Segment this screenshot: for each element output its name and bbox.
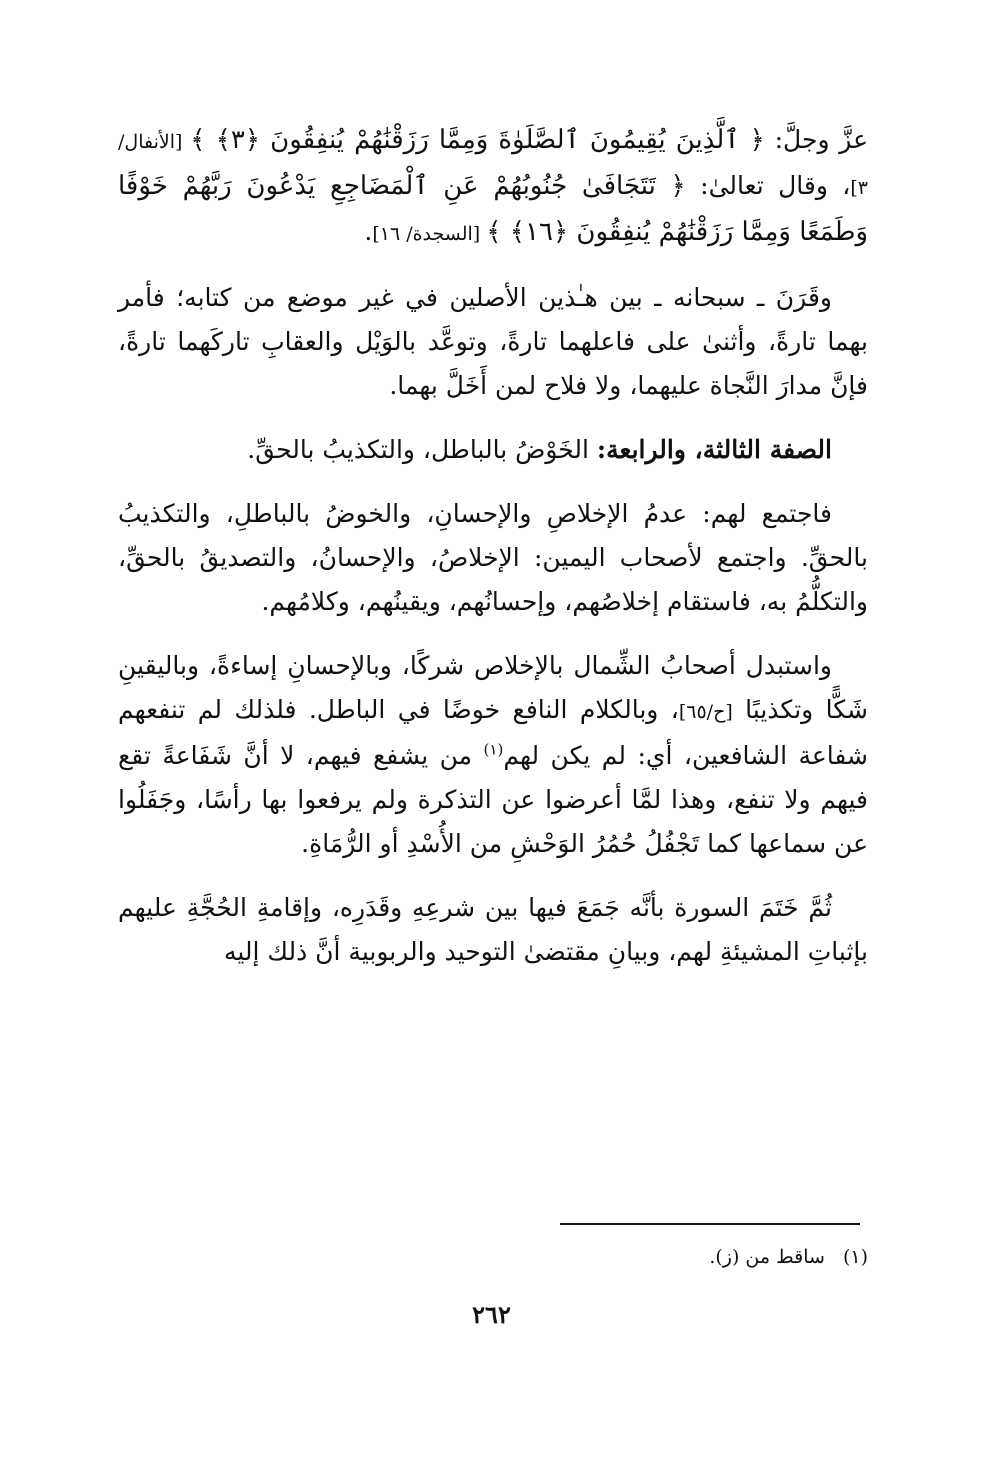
verse-reference: [السجدة/ ١٦]	[372, 223, 487, 245]
paragraph: وقَرَنَ ـ سبحانه ـ بين هـٰذين الأصلين في غير موضع من كتابه؛ فأمر بهما تارةً، وأثنىٰ على فاعلهما تارةً، وتوعَّد بالوَيْل والعقابِ تاركَهما تارةً، فإنَّ مدارَ النَّجاة عليهما، ولا فلاح لمن أَخَلَّ بهما.	[118, 283, 868, 400]
quran-verse: ﴿ ٱلَّذِينَ يُقِيمُونَ ٱلصَّلَوٰةَ وَمِمَّا رَزَقْنَٰهُمْ يُنفِقُونَ ﴿٣﴾ ﴾	[190, 125, 765, 155]
text-run: ، وبالكلام النافع خوضًا في الباطل. فلذلك لم تنفعهم شفاعة الشافعين، أي: لم يكن لهم	[118, 695, 868, 770]
manuscript-reference: [ح/٦٥]	[678, 701, 733, 723]
heading-text: الخَوْضُ بالباطل، والتكذيبُ بالحقِّ.	[247, 435, 597, 464]
heading-label: الصفة الثالثة، والرابعة:	[596, 435, 832, 464]
quran-verse: ﴿ تَتَجَافَىٰ جُنُوبُهُمْ عَنِ ٱلْمَضَاجِعِ يَدْعُونَ رَبَّهُمْ خَوْفًا وَطَمَعًا وَمِمَّا رَزَقْنَٰهُمْ يُنفِقُونَ ﴿١٦﴾ ﴾	[118, 171, 868, 247]
footnote-divider	[560, 1223, 860, 1225]
text-run: .	[364, 217, 373, 246]
footnote-text: ساقط من (ز).	[709, 1246, 825, 1268]
text-run: ، وقال تعالىٰ:	[685, 171, 851, 200]
text-run: من يشفع فيهم، لا أنَّ شَفَاعةً تقع فيهم ولا تنفع، وهذا لمَّا أعرضوا عن التذكرة ولم يرفعوا بها رأسًا، وجَفَلُوا عن سماعها كما تَجْفُلُ حُمُرُ الوَحْشِ من الأُسْدِ أو الرُّمَاةِ.	[118, 741, 868, 858]
page-body	[118, 118, 868, 994]
paragraph-with-footnote	[118, 644, 868, 866]
page-number: ٢٦٢	[472, 1300, 511, 1329]
footnote	[118, 1240, 868, 1274]
paragraph: ثُمَّ خَتَمَ السورة بأنَّه جَمَعَ فيها بين شرعِهِ وقَدَرِه، وإقامةِ الحُجَّةِ عليهم بإثباتِ المشيئةِ لهم، وبيانِ مقتضىٰ التوحيد والربوبية أنَّ ذلك إليه	[118, 893, 868, 966]
paragraph-quran-verses	[118, 118, 868, 256]
text-run: عزَّ وجلَّ:	[764, 125, 868, 154]
text-run: واستبدل أصحابُ الشِّمال بالإخلاص شركًا، وبالإحسانِ إساءةً، وباليقينِ شَكًّا وتكذيبًا	[118, 651, 868, 724]
section-heading	[118, 428, 868, 472]
footnote-number: (١)	[842, 1246, 868, 1268]
footnote-marker[interactable]: (١)	[483, 740, 504, 759]
paragraph: فاجتمع لهم: عدمُ الإخلاصِ والإحسانِ، والخوضُ بالباطلِ، والتكذيبُ بالحقِّ. واجتمع لأصحاب اليمين: الإخلاصُ، والإحسانُ، والتصديقُ بالحقِّ، والتكلُّمُ به، فاستقام إخلاصُهم، وإحسانُهم، ويقينُهم، وكلامُهم.	[118, 499, 868, 616]
verse-reference: [الأنفال/ ٣]	[118, 131, 868, 199]
